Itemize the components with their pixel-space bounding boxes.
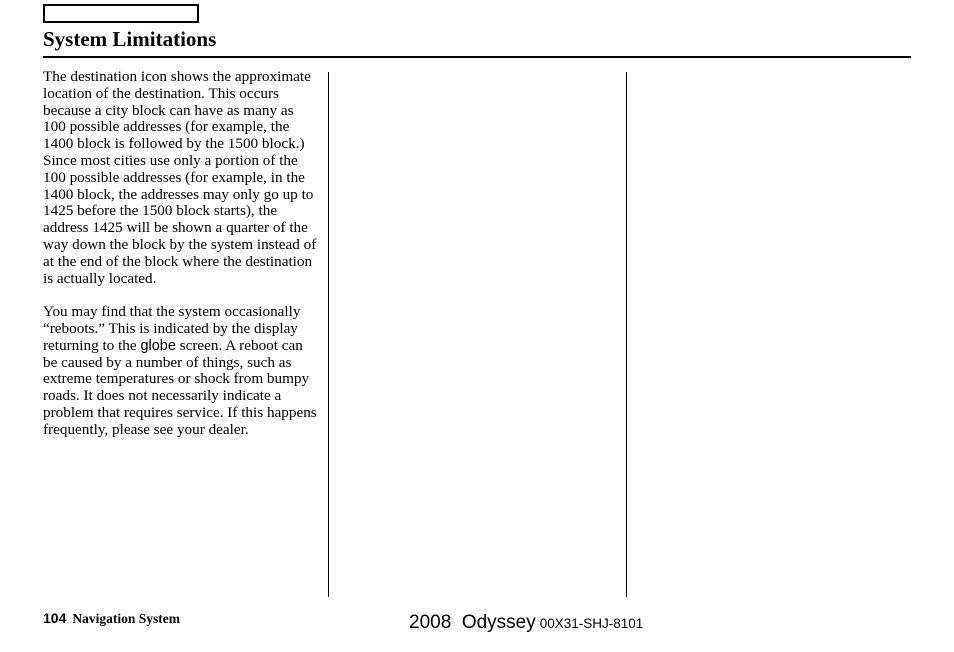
column-divider-2 (626, 72, 627, 597)
left-column (43, 69, 319, 455)
page-number: 104 (43, 610, 67, 626)
footer-part-code: 00X31-SHJ-8101 (539, 616, 644, 631)
footer-model-info (409, 612, 643, 634)
globe-keyword: globe (140, 337, 176, 354)
footer-model-name: 2008 Odyssey (409, 612, 536, 633)
column-divider-1 (328, 72, 329, 597)
paragraph-reboots-text-start: You may find that the system occasionally “reboots.” This is indicated by the display returning to the (43, 303, 301, 354)
footer-page-info (43, 610, 180, 628)
paragraph-reboots-text-end: screen. A reboot can be caused by a number of things, such as extreme temperatures or shock from bumpy roads. It does not necessarily indicate a problem that requires service. If this happens frequently, please see your dealer. (43, 336, 317, 438)
title-divider (43, 56, 911, 58)
header-tab-box (43, 4, 199, 23)
paragraph-reboots (43, 304, 319, 438)
page-title: System Limitations (43, 27, 217, 51)
paragraph-destination-icon: The destination icon shows the approximate location of the destination. This occurs because a city block can have as many as 100 possible addresses (for example, the 1400 block is followed by the 1500 block.) Since most cities use only a portion of the 100 possible addresses (for example, in the 1400 block, the addresses may only go up to 1425 before the 1500 block starts), the address 1425 will be shown a quarter of the way down the block by the system instead of at the end of the block where the destination is actually located. (43, 68, 317, 287)
footer-section-name: Navigation System (72, 611, 180, 626)
